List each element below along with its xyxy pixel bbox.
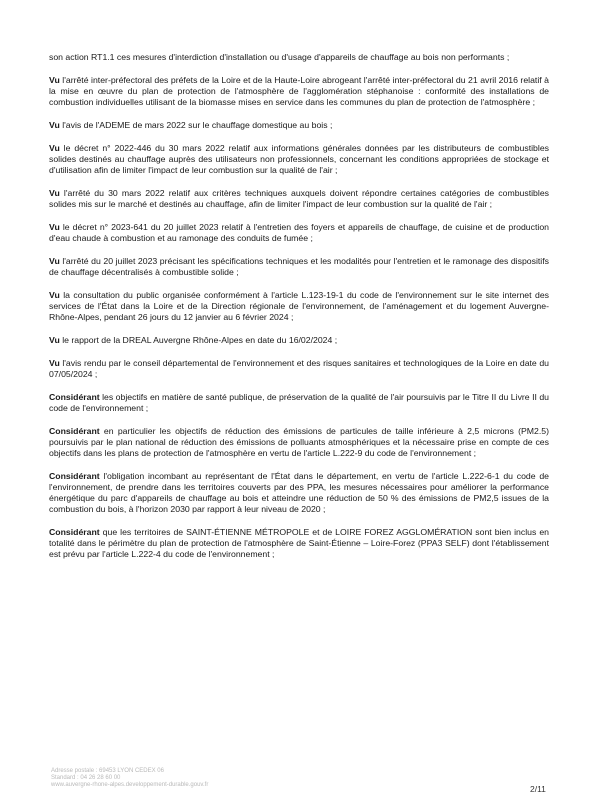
footer-phone: Standard : 04 26 28 60 00 (51, 775, 121, 782)
paragraph: Vu l'arrêté inter-préfectoral des préfets de la Loire et de la Haute-Loire abrogeant l'arrêté inter-préfectoral du 21 avril 2016 relatif à la mise en œuvre du plan de protection de l'atmosphère de l'agglomération stéphanoise : conformité des installations de combustion individuelles utilisant de la biomasse mises en service dans les communes du plan de protection de l'atmosphère ; (49, 75, 549, 107)
paragraph: Considérant en particulier les objectifs de réduction des émissions de particules de taille inférieure à 2,5 microns (PM2.5) poursuivis par le plan national de réduction des émissions de polluants atmosphériques et la nécessaire prise en compte de ces objectifs dans les plans de protection de l'atmosphère en vertu de l'article L.222-9 du code de l'environnement ; (49, 426, 549, 458)
paragraph: Vu la consultation du public organisée conformément à l'article L.123-19-1 du code de l'environnement sur le site internet des services de l'État dans la Loire et de la Direction régionale de l'environnement, de l'aménagement et du logement Auvergne-Rhône-Alpes, pendant 26 jours du 12 janvier au 6 février 2024 ; (49, 290, 549, 322)
paragraph: Considérant les objectifs en matière de santé publique, de préservation de la qualité de l'air poursuivis par le Titre II du Livre II du code de l'environnement ; (49, 392, 549, 413)
paragraph: Vu l'avis rendu par le conseil départemental de l'environnement et des risques sanitaires et technologiques de la Loire en date du 07/05/2024 ; (49, 358, 549, 379)
document-body (49, 52, 549, 572)
paragraph: Vu l'avis de l'ADEME de mars 2022 sur le chauffage domestique au bois ; (49, 120, 333, 130)
paragraph: son action RT1.1 ces mesures d'interdiction d'installation ou d'usage d'appareils de chauffage au bois non performants ; (49, 52, 510, 62)
footer-address (51, 768, 351, 790)
paragraph: Vu le décret n° 2022-446 du 30 mars 2022 relatif aux informations générales données par les distributeurs de combustibles solides destinés au chauffage auprès des utilisateurs non professionnels, concernant les conditions appropriées de stockage et d'utilisation afin de limiter l'impact de leur combustion sur la qualité de l'air ; (49, 143, 549, 175)
paragraph: Vu le décret n° 2023-641 du 20 juillet 2023 relatif à l'entretien des foyers et appareils de chauffage, de cuisine et de production d'eau chaude à combustion et au ramonage des conduits de fumée ; (49, 222, 549, 243)
paragraph: Vu le rapport de la DREAL Auvergne Rhône-Alpes en date du 16/02/2024 ; (49, 334, 338, 345)
paragraph: Vu l'arrêté du 20 juillet 2023 précisant les spécifications techniques et les modalités pour l'entretien et le ramonage des dispositifs de chauffage décentralisés à combustible solide ; (49, 256, 549, 277)
paragraph: Considérant que les territoires de SAINT-ÉTIENNE MÉTROPOLE et de LOIRE FOREZ AGGLOMÉRATION sont bien inclus en totalité dans le périmètre du plan de protection de l'atmosphère de Saint-Étienne – Loire-Forez (PPA3 SELF) dont l'établissement est prévu par l'article L.222-4 du code de l'environnement ; (49, 526, 549, 559)
footer-website: www.auvergne-rhone-alpes.developpement-durable.gouv.fr (51, 782, 209, 789)
footer-postal-address: Adresse postale : 69453 LYON CEDEX 06 (51, 768, 164, 774)
paragraph: Considérant l'obligation incombant au représentant de l'État dans le département, en vertu de l'article L.222-6-1 du code de l'environnement, de prendre dans les territoires couverts par des PPA, les mesures nécessaires pour améliorer la performance énergétique du parc d'appareils de chauffage au bois et atteindre une réduction de 50 % des émissions de PM2,5 issues de la combustion du bois, à l'horizon 2030 par rapport à leur niveau de 2020 ; (49, 470, 549, 514)
paragraph: Vu l'arrêté du 30 mars 2022 relatif aux critères techniques auxquels doivent répondre certaines catégories de combustibles solides mis sur le marché et destinés au chauffage, afin de limiter l'impact de leur combustion sur la qualité de l'air ; (49, 188, 549, 209)
page-number: 2/11 (530, 784, 546, 794)
